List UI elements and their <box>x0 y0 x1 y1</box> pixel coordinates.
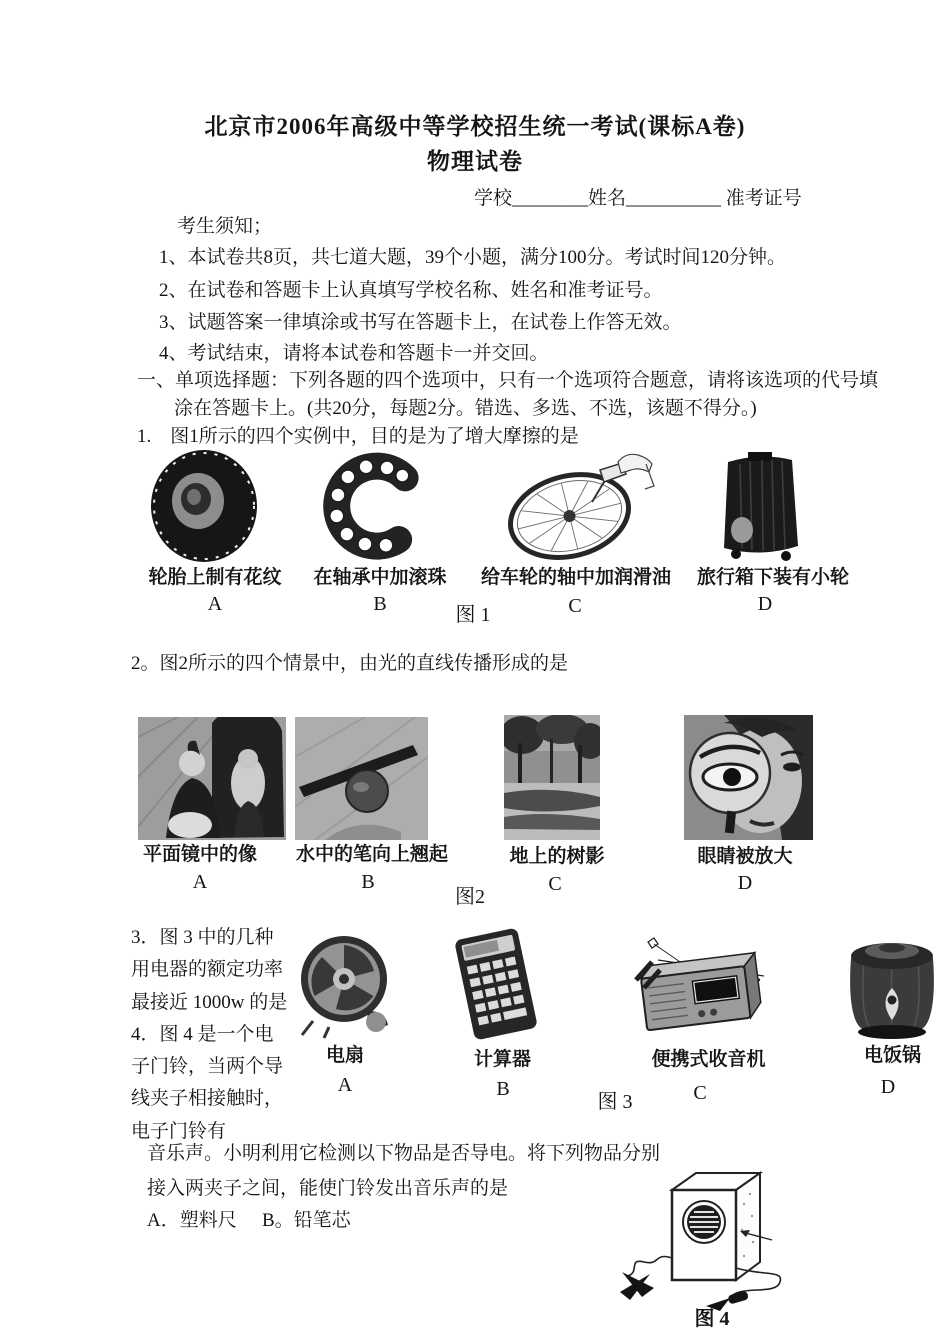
notice-item-1: 1、本试卷共8页，共七道大题，39个小题，满分100分。考试时间120分钟。 <box>159 247 787 268</box>
doorbell-image <box>612 1164 797 1312</box>
q1-option-a-letter: A <box>207 593 223 615</box>
q1-option-d-caption: 旅行箱下装有小轮 <box>696 567 849 588</box>
q3-option-b-letter: B <box>496 1078 510 1100</box>
q2-option-c-caption: 地上的树影 <box>509 846 605 867</box>
q3-option-a-letter: A <box>337 1074 353 1096</box>
q3-option-b-caption: 计算器 <box>473 1049 531 1070</box>
question-3-line3: 最接近 1000w 的是 <box>131 992 288 1013</box>
question-2-text: 2。图2所示的四个情景中，由光的直线传播形成的是 <box>131 653 569 674</box>
q3-option-d-letter: D <box>880 1076 896 1098</box>
q3-option-a-caption: 电扇 <box>325 1045 364 1066</box>
notice-item-3: 3、试题答案一律填涂或书写在答题卡上，在试卷上作答无效。 <box>159 312 682 333</box>
q2-option-a-letter: A <box>192 871 208 893</box>
bicycle-wheel-oiling-image <box>500 450 658 562</box>
suitcase-wheels-image <box>710 450 812 564</box>
rice-cooker-image <box>840 938 942 1042</box>
q2-option-d-letter: D <box>737 872 753 894</box>
tire-image <box>148 448 260 566</box>
question-3-line1: 3．图 3 中的几种 <box>131 927 274 948</box>
q1-option-b-letter: B <box>373 593 387 615</box>
q3-option-c-caption: 便携式收音机 <box>651 1049 766 1070</box>
q1-option-c-letter: C <box>568 595 582 617</box>
question-1-text: 1. 图1所示的四个实例中，目的是为了增大摩擦的是 <box>137 426 579 447</box>
mirror-image-photo <box>138 717 286 840</box>
tree-shadow-photo <box>504 715 600 840</box>
q2-option-b-caption: 水中的笔向上翘起 <box>295 844 448 865</box>
question-4-line1: 4．图 4 是一个电 <box>131 1024 274 1045</box>
figure-1-label: 图 1 <box>455 604 491 626</box>
q4-option-b: B。铅笔芯 <box>262 1210 351 1231</box>
question-4-cont-line1: 音乐声。小明利用它检测以下物品是否导电。将下列物品分别 <box>147 1143 661 1164</box>
figure-2-label: 图2 <box>455 886 485 908</box>
notice-item-4: 4、考试结束，请将本试卷和答题卡一并交回。 <box>159 343 549 364</box>
calculator-image <box>451 927 541 1041</box>
magnified-eye-photo <box>684 715 813 840</box>
portable-radio-image <box>628 936 768 1042</box>
question-4-line3: 线夹子相接触时， <box>131 1088 284 1109</box>
q2-option-b-letter: B <box>361 871 375 893</box>
question-4-cont-line2: 接入两夹子之间，能使门铃发出音乐声的是 <box>147 1178 509 1199</box>
q1-option-a-caption: 轮胎上制有花纹 <box>148 567 282 588</box>
bent-pen-photo <box>295 717 428 840</box>
electric-fan-image <box>299 931 395 1041</box>
figure-4-label: 图 4 <box>694 1308 730 1330</box>
question-3-line2: 用电器的额定功率 <box>131 959 284 980</box>
exam-title: 北京市2006年高级中等学校招生统一考试(课标A卷) <box>204 114 746 139</box>
q1-option-b-caption: 在轴承中加滚珠 <box>313 567 447 588</box>
section-one-line1: 一、单项选择题：下列各题的四个选项中，只有一个选项符合题意，请将该选项的代号填 <box>137 370 879 391</box>
ball-bearing-image <box>320 452 434 564</box>
section-one-line2: 涂在答题卡上。(共20分，每题2分。错选、多选、不选，该题不得分。) <box>174 398 757 419</box>
q4-option-a: A．塑料尺 <box>147 1210 237 1231</box>
q2-option-a-caption: 平面镜中的像 <box>142 844 257 865</box>
question-4-line2: 子门铃，当两个导 <box>131 1056 284 1077</box>
question-4-line4: 电子门铃有 <box>131 1121 227 1142</box>
notice-item-2: 2、在试卷和答题卡上认真填写学校名称、姓名和准考证号。 <box>159 280 663 301</box>
exam-subtitle: 物理试卷 <box>427 149 523 174</box>
q2-option-d-caption: 眼睛被放大 <box>697 846 793 867</box>
figure-3-label: 图 3 <box>597 1091 633 1113</box>
q1-option-c-caption: 给车轮的轴中加润滑油 <box>480 567 671 588</box>
student-info-line: 学校________姓名__________ 准考证号 <box>474 188 802 209</box>
notice-heading: 考生须知； <box>177 216 273 237</box>
q1-option-d-letter: D <box>757 593 773 615</box>
q2-option-c-letter: C <box>548 873 562 895</box>
q3-option-d-caption: 电饭锅 <box>863 1045 921 1066</box>
q3-option-c-letter: C <box>693 1082 707 1104</box>
